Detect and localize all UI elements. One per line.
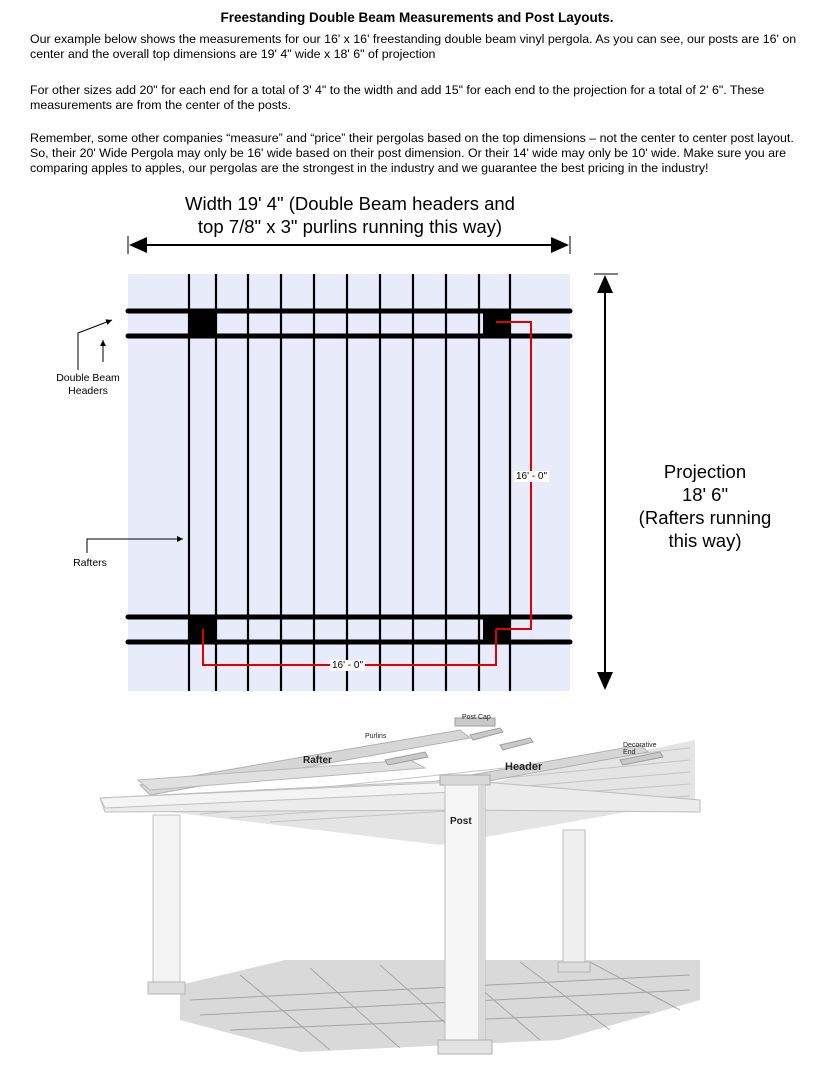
center-front-post-base (438, 1040, 492, 1054)
projection-dimension-label (615, 460, 795, 552)
center-front-post-shade (478, 785, 485, 1043)
projection-line-2: 18' 6" (681, 484, 729, 505)
decorative-end-label (623, 742, 656, 756)
rafter-label: Rafter (303, 755, 332, 766)
double-beam-headers-label (48, 372, 128, 398)
back-right-post-base (558, 962, 590, 972)
sizing-paragraph: For other sizes add 20" for each end for a total of 3' 4" to the width and add 15" for each end to the projection for a total of 2' 6". These measurements are from the center of the posts. (30, 83, 765, 112)
ground-shadow (180, 960, 700, 1052)
left-front-post-base (148, 982, 185, 994)
projection-line-4: this way) (668, 530, 742, 551)
comparison-paragraph: Remember, some other companies “measure” and “price” their pergolas based on the top dimensions – not the center to center post layout. So, their 20' Wide Pergola may only be 16' wide based on their post dimension. Or their 14' wide may only be 10' wide. Make sure you are comparing apples to apples, our pergolas are the strongest in the industry and we guarantee the best pricing in the industry! (30, 131, 794, 175)
purlins-label: Purlins (365, 733, 387, 740)
post-square (189, 311, 216, 336)
purlins (385, 728, 663, 765)
width-dimension-label (150, 192, 550, 238)
header-label: Header (505, 761, 543, 773)
width-line-2: top 7/8" x 3" purlins running this way) (197, 216, 503, 237)
post-label: Post (450, 816, 472, 827)
projection-line-3: (Rafters running (638, 507, 772, 528)
left-front-post (153, 815, 180, 987)
decorative-end-line-2: End (623, 749, 636, 756)
headers-label-line-2: Headers (68, 385, 108, 397)
post-square (483, 311, 510, 336)
vertical-post-spacing-label: 16' - 0" (516, 471, 548, 482)
projection-line-1: Projection (663, 461, 747, 482)
rafters-label: Rafters (73, 557, 107, 569)
intro-paragraph: Our example below shows the measurements for our 16' x 16' freestanding double beam vinyl pergola. As you can see, our posts are 16' on center and the overall top dimensions are 19' 4" wide x 18' 6" of projection (30, 32, 797, 61)
header-pointer-1 (78, 320, 112, 370)
decorative-end-line-1: Decorative (623, 742, 657, 749)
post-cap-label: Post Cap (462, 714, 491, 721)
page-title: Freestanding Double Beam Measurements and Post Layouts. (220, 10, 614, 25)
width-line-1: Width 19' 4" (Double Beam headers and (185, 193, 515, 214)
pergola-rendering (100, 718, 700, 1054)
headers-label-line-1: Double Beam (56, 372, 120, 384)
back-right-post (563, 830, 585, 968)
horizontal-post-spacing-label: 16' - 0" (332, 660, 364, 671)
center-front-post-cap (440, 775, 490, 785)
